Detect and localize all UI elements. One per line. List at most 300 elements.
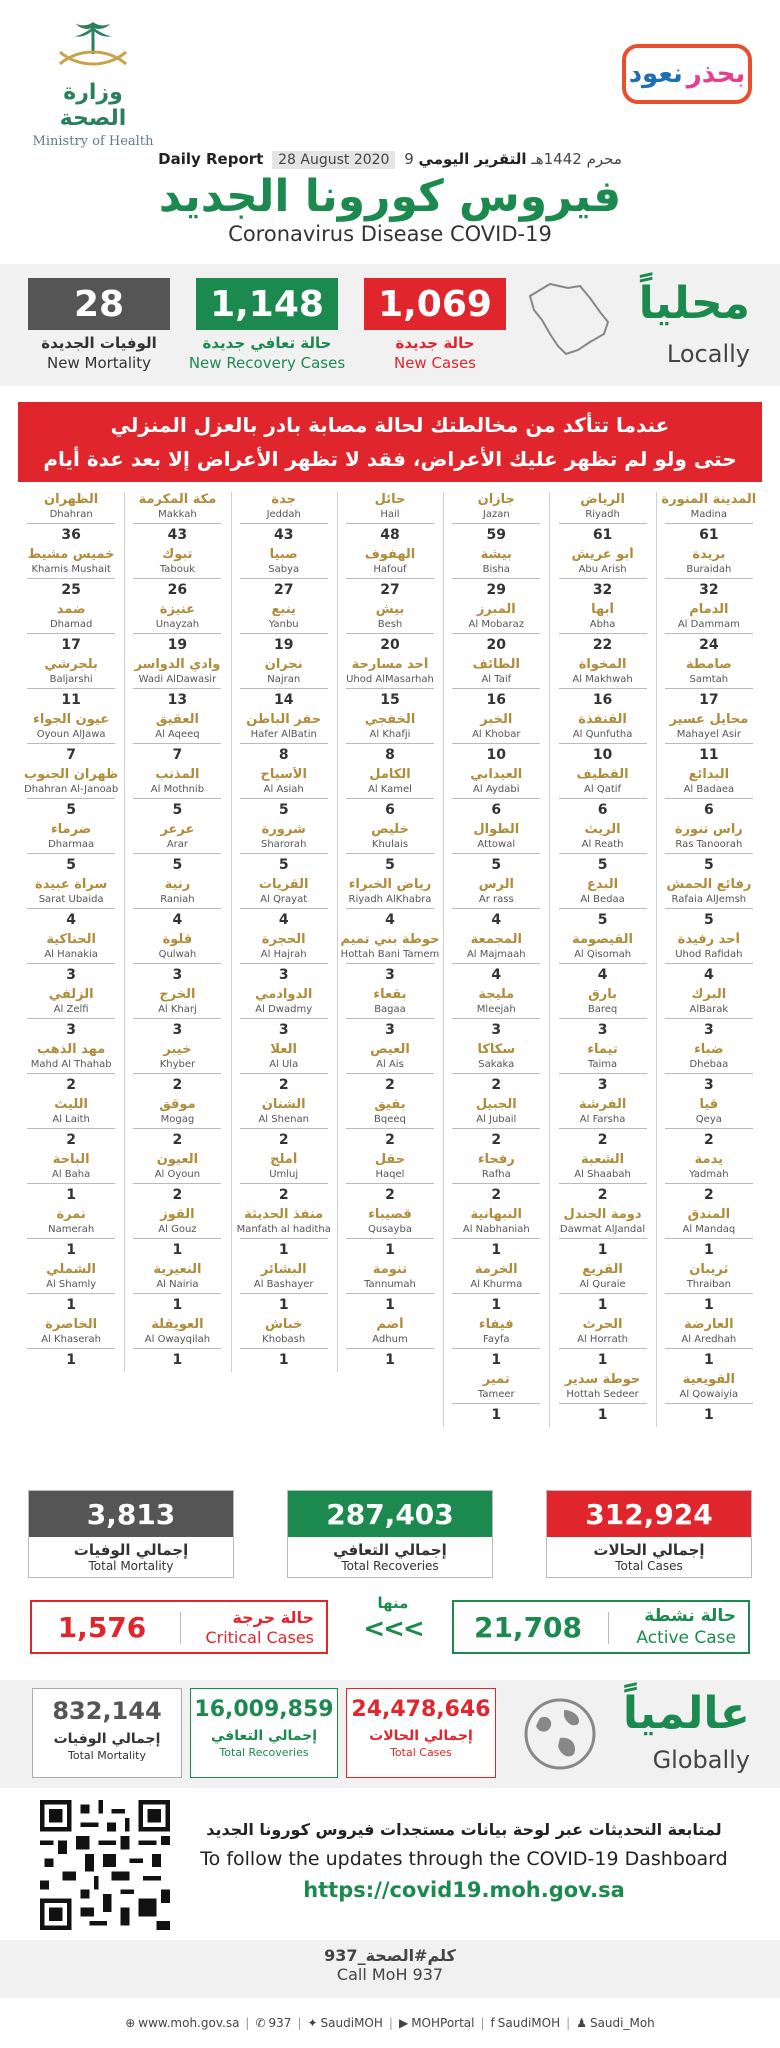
region-name-en: Mahayel Asir <box>676 729 741 740</box>
region-name-en: Al Horrath <box>577 1334 628 1345</box>
region-divider <box>452 1238 540 1239</box>
region-name-ar: المذنب <box>155 767 200 782</box>
region-count: 36 <box>61 527 81 543</box>
region-count: 1 <box>278 1242 289 1258</box>
moh-name-english: Ministry of Health <box>32 134 154 149</box>
region-cell <box>231 1097 337 1152</box>
global-cases-label-en: Total Cases <box>390 1746 452 1759</box>
globally-heading-ar: عالمياً <box>622 1688 750 1739</box>
region-count: 3 <box>172 967 183 983</box>
critical-divider <box>180 1612 181 1644</box>
region-name-en: Al Mobaraz <box>468 619 525 630</box>
region-divider <box>452 908 540 909</box>
region-name-ar: الخفجي <box>364 712 416 727</box>
region-count: 7 <box>172 747 183 763</box>
region-name-ar: العيص <box>370 1042 410 1057</box>
regions-table <box>18 492 762 1468</box>
footer-snapchat-text: Saudi_Moh <box>589 2016 655 2030</box>
region-divider <box>665 963 753 964</box>
region-cell <box>443 1042 549 1097</box>
page-title-english: Coronavirus Disease COVID-19 <box>228 222 552 246</box>
global-mortality-card <box>32 1688 182 1778</box>
region-name-en: Al Mothnib <box>150 784 205 795</box>
active-cases-label-en: Active Case <box>636 1628 736 1648</box>
region-cell <box>656 767 762 822</box>
region-count: 19 <box>273 637 294 653</box>
region-name-en: Sharorah <box>261 839 307 850</box>
region-name-ar: الفرشة <box>578 1097 627 1112</box>
region-name-en: Dawmat AlJandal <box>559 1224 646 1235</box>
region-name-en: Baljarshi <box>49 674 93 685</box>
dashboard-link[interactable]: https://covid19.moh.gov.sa <box>303 1878 625 1902</box>
region-count: 3 <box>385 1022 395 1038</box>
region-cell <box>124 877 230 932</box>
active-cases-value: 21,708 <box>473 1610 583 1644</box>
region-divider <box>346 963 434 964</box>
campaign-word-1: نعود <box>628 59 683 89</box>
region-column <box>656 492 762 1427</box>
region-cell <box>443 1097 549 1152</box>
footer-facebook[interactable] <box>491 2016 561 2030</box>
region-cell <box>18 932 124 987</box>
region-cell <box>549 1152 655 1207</box>
region-divider <box>240 633 328 634</box>
region-count: 22 <box>592 637 613 653</box>
region-cell <box>337 547 443 602</box>
region-cell <box>124 657 230 712</box>
region-name-en: Dharmaa <box>48 839 95 850</box>
region-name-en: Mleejah <box>476 1004 516 1015</box>
region-name-en: Namerah <box>48 1224 95 1235</box>
region-name-ar: ضمد <box>56 602 86 617</box>
region-count: 3 <box>597 1077 608 1093</box>
region-cell <box>124 712 230 767</box>
region-cell <box>656 987 762 1042</box>
region-name-en: Al Ula <box>269 1059 299 1070</box>
region-cell <box>231 1317 337 1372</box>
column-separator <box>231 492 232 1372</box>
region-name-en: Jeddah <box>266 509 301 520</box>
region-cell <box>231 987 337 1042</box>
region-cell <box>549 492 655 547</box>
region-name-ar: بيش <box>375 602 405 617</box>
region-name-en: Rafaia AlJemsh <box>671 894 747 905</box>
region-count: 2 <box>385 1077 395 1093</box>
region-count: 2 <box>385 1187 395 1203</box>
region-count: 1 <box>703 1297 714 1313</box>
region-divider <box>27 908 115 909</box>
region-divider <box>240 1183 328 1184</box>
region-name-en: Bisha <box>482 564 510 575</box>
region-divider <box>27 1128 115 1129</box>
region-name-ar: صامطة <box>685 657 732 672</box>
region-cell <box>337 767 443 822</box>
region-divider <box>452 1403 540 1404</box>
region-divider <box>452 1183 540 1184</box>
region-count: 2 <box>66 1077 77 1093</box>
region-name-en: Uhod AlMasarhah <box>346 674 434 685</box>
region-name-ar: البشائر <box>260 1262 307 1277</box>
region-divider <box>27 523 115 524</box>
region-count: 1 <box>66 1187 77 1203</box>
region-name-ar: البدع <box>587 877 619 892</box>
region-cell <box>549 877 655 932</box>
footer-snapchat[interactable] <box>576 2016 655 2030</box>
region-name-en: Al Oyoun <box>154 1169 201 1180</box>
region-name-en: Khamis Mushait <box>31 564 111 575</box>
footer-divider: | <box>388 2016 393 2030</box>
report-date-line <box>0 150 780 168</box>
region-name-en: Sabya <box>268 564 300 575</box>
region-count: 1 <box>703 1352 714 1368</box>
moh-name-arabic: وزارة الصحة <box>59 80 127 131</box>
page-title-arabic: فيروس كورونا الجديد <box>158 171 622 222</box>
region-name-en: Dhahran <box>49 509 93 520</box>
region-name-en: Hafer AlBatin <box>250 729 317 740</box>
region-cell <box>549 657 655 712</box>
region-name-en: Al Aqeeq <box>155 729 200 740</box>
region-name-ar: الريث <box>584 822 621 837</box>
region-name-ar: حفر الباطن <box>246 712 322 727</box>
campaign-word-2: بحذر <box>686 59 746 89</box>
region-count: 2 <box>491 1077 502 1093</box>
footer-phone[interactable] <box>255 2016 291 2030</box>
region-divider <box>559 853 647 854</box>
region-name-en: Al Farsha <box>579 1114 626 1125</box>
region-name-ar: الرياض <box>580 492 625 507</box>
region-cell <box>124 932 230 987</box>
region-cell <box>443 657 549 712</box>
region-name-en: Hottah Sedeer <box>566 1389 639 1400</box>
region-divider <box>559 1183 647 1184</box>
region-name-en: Khobash <box>262 1334 306 1345</box>
total-cases-label-ar: إجمالي الحالات <box>593 1541 705 1559</box>
active-cases-card <box>452 1600 750 1654</box>
region-name-en: Al Ais <box>376 1059 404 1070</box>
region-name-en: Al Majmaah <box>466 949 526 960</box>
region-name-en: Al Qisomah <box>574 949 632 960</box>
region-name-en: Al Makhwah <box>572 674 633 685</box>
region-count: 4 <box>703 967 714 983</box>
region-name-en: Al Khobar <box>472 729 521 740</box>
region-cell <box>231 1207 337 1262</box>
daily-report-en: Daily Report <box>158 150 264 168</box>
region-count: 17 <box>699 692 719 708</box>
total-cases-value: 312,924 <box>547 1491 751 1537</box>
region-cell <box>231 602 337 657</box>
region-count: 2 <box>172 1187 183 1203</box>
region-divider <box>559 1403 647 1404</box>
palm-swords-icon <box>48 18 138 76</box>
region-column <box>124 492 230 1372</box>
moh-logo <box>28 18 158 149</box>
region-name-ar: الجبيل <box>475 1097 517 1112</box>
region-count: 48 <box>380 527 400 543</box>
region-cell <box>124 767 230 822</box>
region-name-en: Al Khafji <box>369 729 411 740</box>
region-name-ar: القنفذة <box>578 712 627 727</box>
region-name-en: Thraiban <box>686 1279 731 1290</box>
region-count: 5 <box>66 857 77 873</box>
region-count: 2 <box>597 1187 608 1203</box>
region-count: 20 <box>380 637 400 653</box>
region-column <box>549 492 655 1427</box>
region-name-ar: يدمة <box>694 1152 723 1167</box>
region-name-ar: نمرة <box>56 1207 86 1222</box>
region-cell <box>443 1317 549 1372</box>
region-cell <box>656 932 762 987</box>
region-name-ar: الحناكية <box>46 932 96 947</box>
region-name-en: Al Asiah <box>263 784 304 795</box>
region-cell <box>337 1042 443 1097</box>
region-divider <box>559 908 647 909</box>
region-name-ar: العويقلة <box>151 1317 204 1332</box>
region-divider <box>240 1238 328 1239</box>
region-name-ar: الهفوف <box>364 547 416 562</box>
region-cell <box>231 1262 337 1317</box>
region-count: 5 <box>66 802 77 818</box>
region-name-ar: خليص <box>371 822 409 837</box>
footer-youtube[interactable] <box>399 2016 475 2030</box>
footer-twitter[interactable] <box>307 2016 382 2030</box>
region-count: 2 <box>597 1132 608 1148</box>
region-divider <box>240 853 328 854</box>
region-name-ar: الشنان <box>261 1097 306 1112</box>
region-cell <box>18 1317 124 1372</box>
region-name-ar: وادي الدواسر <box>134 657 221 672</box>
footer-divider: | <box>297 2016 302 2030</box>
region-divider <box>346 743 434 744</box>
region-name-ar: الليث <box>54 1097 88 1112</box>
region-count: 61 <box>592 527 613 543</box>
region-divider <box>452 1073 540 1074</box>
region-name-en: Al Khurma <box>470 1279 523 1290</box>
region-divider <box>240 578 328 579</box>
region-divider <box>27 1018 115 1019</box>
region-count: 2 <box>703 1187 714 1203</box>
region-name-ar: عنيزة <box>159 602 196 617</box>
region-cell <box>656 1097 762 1152</box>
total-recoveries-value: 287,403 <box>288 1491 492 1537</box>
region-divider <box>133 853 221 854</box>
region-count: 15 <box>380 692 400 708</box>
region-divider <box>559 1348 647 1349</box>
region-name-en: Yanbu <box>268 619 299 630</box>
region-cell <box>549 767 655 822</box>
region-name-en: Hafouf <box>373 564 407 575</box>
region-name-ar: قلوة <box>162 932 193 947</box>
region-column <box>337 492 443 1372</box>
region-cell <box>124 1152 230 1207</box>
region-count: 5 <box>278 857 289 873</box>
facebook-icon: f <box>490 2016 495 2030</box>
region-name-ar: عرعر <box>160 822 195 837</box>
region-name-ar: بيشة <box>480 547 512 562</box>
region-cell <box>549 602 655 657</box>
column-separator <box>443 492 444 1427</box>
region-divider <box>452 1128 540 1129</box>
region-name-en: Al Hanakia <box>44 949 98 960</box>
region-divider <box>665 578 753 579</box>
region-count: 3 <box>172 1022 183 1038</box>
region-count: 43 <box>167 527 188 543</box>
region-cell <box>443 602 549 657</box>
region-divider <box>346 1238 434 1239</box>
region-cell <box>549 1262 655 1317</box>
region-name-ar: فيفاء <box>478 1317 514 1332</box>
region-count: 1 <box>703 1407 714 1423</box>
region-divider <box>133 908 221 909</box>
region-divider <box>559 743 647 744</box>
region-count: 1 <box>278 1352 289 1368</box>
region-name-ar: الكامل <box>369 767 411 782</box>
qr-code-icon[interactable] <box>40 1800 170 1930</box>
region-divider <box>346 1293 434 1294</box>
footer-phone-text: 937 <box>268 2016 292 2030</box>
global-stats-band <box>0 1680 780 1788</box>
column-separator <box>549 492 550 1427</box>
region-cell <box>549 712 655 767</box>
region-divider <box>133 578 221 579</box>
region-name-en: Khulais <box>371 839 409 850</box>
total-mortality-label-ar: إجمالي الوفيات <box>73 1541 189 1559</box>
region-cell <box>337 602 443 657</box>
region-divider <box>452 743 540 744</box>
region-count: 3 <box>703 1077 714 1093</box>
total-cases-label-en: Total Cases <box>615 1559 683 1573</box>
region-divider <box>27 1183 115 1184</box>
region-name-en: Al Bedaa <box>580 894 625 905</box>
region-name-ar: خباش <box>264 1317 303 1332</box>
region-count: 5 <box>172 802 183 818</box>
region-divider <box>559 1293 647 1294</box>
region-name-ar: أضم <box>376 1317 404 1332</box>
region-count: 1 <box>597 1242 608 1258</box>
region-name-ar: أملج <box>270 1152 298 1167</box>
region-name-ar: نجران <box>264 657 303 672</box>
region-count: 4 <box>491 967 502 983</box>
region-cell <box>656 1207 762 1262</box>
region-name-ar: حوطة سدير <box>564 1372 641 1387</box>
global-cases-card <box>346 1688 496 1778</box>
total-cases-card <box>546 1490 752 1578</box>
region-name-en: Hottah Bani Tamem <box>340 949 440 960</box>
region-divider <box>240 1018 328 1019</box>
region-count: 20 <box>486 637 507 653</box>
region-count: 13 <box>167 692 188 708</box>
footer-website[interactable] <box>125 2016 239 2030</box>
region-name-ar: المندق <box>687 1207 731 1222</box>
region-name-ar: القوز <box>160 1207 195 1222</box>
region-name-ar: حوطة بني تميم <box>340 932 440 947</box>
region-name-ar: الرس <box>478 877 514 892</box>
region-divider <box>346 688 434 689</box>
region-name-ar: الزلفي <box>48 987 94 1002</box>
region-divider <box>240 1293 328 1294</box>
region-name-ar: الظهران <box>44 492 99 507</box>
region-divider <box>665 1348 753 1349</box>
region-count: 1 <box>385 1242 395 1258</box>
region-divider <box>346 853 434 854</box>
region-name-en: Sakaka <box>478 1059 515 1070</box>
region-column <box>18 492 124 1372</box>
region-cell <box>549 822 655 877</box>
region-name-ar: أحد مسارحة <box>351 657 429 672</box>
region-cell <box>656 1317 762 1372</box>
youtube-icon: ▶ <box>398 2016 409 2030</box>
new-cases-value: 1,069 <box>364 278 506 330</box>
region-divider <box>27 1348 115 1349</box>
region-divider <box>559 963 647 964</box>
footer-facebook-text: SaudiMOH <box>497 2016 561 2030</box>
region-divider <box>452 1293 540 1294</box>
region-name-ar: رنية <box>164 877 191 892</box>
region-name-en: Yadmah <box>689 1169 729 1180</box>
region-divider <box>346 523 434 524</box>
phone-icon: ✆ <box>255 2016 266 2030</box>
region-divider <box>27 853 115 854</box>
region-name-ar: الدمام <box>689 602 729 617</box>
critical-cases-label-ar: حالة حرجة <box>232 1608 314 1627</box>
region-cell <box>549 1207 655 1262</box>
region-divider <box>665 853 753 854</box>
global-mortality-label-en: Total Mortality <box>68 1749 146 1762</box>
region-name-ar: الشملي <box>46 1262 97 1277</box>
region-name-ar: القيصومة <box>572 932 634 947</box>
region-name-en: Uhod Rafidah <box>675 949 743 960</box>
new-mortality-label-en: New Mortality <box>47 354 151 372</box>
region-divider <box>27 1238 115 1239</box>
region-cell <box>124 1207 230 1262</box>
locally-heading-en: Locally <box>666 340 750 368</box>
region-divider <box>27 798 115 799</box>
region-name-ar: ضباء <box>694 1042 724 1057</box>
total-mortality-value: 3,813 <box>29 1491 233 1537</box>
region-count: 17 <box>61 637 81 653</box>
region-column <box>443 492 549 1427</box>
region-name-en: Al Dammam <box>677 619 740 630</box>
region-cell <box>337 1207 443 1262</box>
region-cell <box>18 602 124 657</box>
region-name-en: Khyber <box>159 1059 196 1070</box>
call-937-band <box>0 1940 780 1998</box>
region-name-en: Riyadh <box>585 509 620 520</box>
region-divider <box>27 963 115 964</box>
region-count: 1 <box>491 1242 502 1258</box>
region-name-ar: الحجرة <box>261 932 306 947</box>
total-recoveries-label-ar: إجمالي التعافي <box>333 1541 447 1559</box>
region-name-en: Bareq <box>587 1004 618 1015</box>
region-count: 7 <box>66 747 77 763</box>
region-name-en: Al Aredhah <box>681 1334 737 1345</box>
region-divider <box>665 523 753 524</box>
locally-heading-ar: محلياً <box>638 278 750 329</box>
footer-youtube-text: MOHPortal <box>411 2016 475 2030</box>
total-mortality-card <box>28 1490 234 1578</box>
region-name-en: Qeya <box>695 1114 722 1125</box>
region-count: 1 <box>491 1407 502 1423</box>
region-count: 43 <box>273 527 294 543</box>
footer-website-text: www.moh.gov.sa <box>138 2016 240 2030</box>
region-count: 8 <box>385 747 395 763</box>
region-name-ar: أبها <box>591 602 614 617</box>
region-divider <box>346 1073 434 1074</box>
region-name-ar: القطيف <box>576 767 629 782</box>
region-name-ar: العلا <box>270 1042 297 1057</box>
new-recovery-label-en: New Recovery Cases <box>188 354 346 372</box>
region-name-en: Al Reath <box>581 839 624 850</box>
region-count: 4 <box>385 912 395 928</box>
